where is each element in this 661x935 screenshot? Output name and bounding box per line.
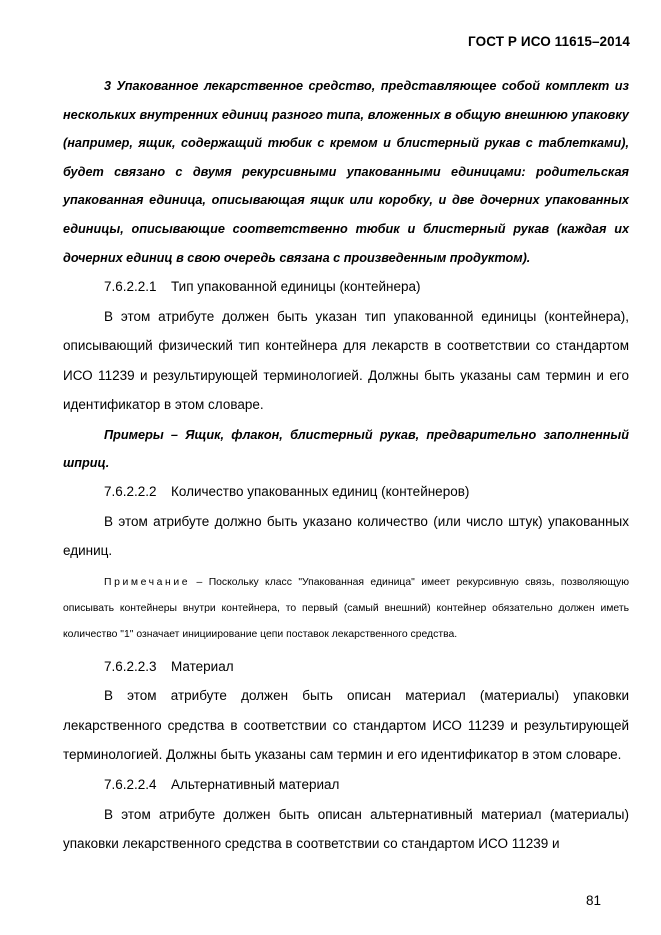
section-number: 7.6.2.2.3 <box>104 658 157 674</box>
section-heading-7-6-2-2-3 <box>63 652 629 682</box>
page-number: 81 <box>586 893 602 908</box>
section-number: 7.6.2.2.1 <box>104 279 157 295</box>
section-body: В этом атрибуте должно быть указано количество (или число штук) упакованных единиц. <box>63 513 629 559</box>
examples-paragraph: Примеры – Ящик, флакон, блистерный рукав, предварительно заполненный шприц. <box>63 428 629 471</box>
note-label: Примечание <box>104 576 191 588</box>
section-title: Количество упакованных единиц (контейнеров) <box>171 484 470 500</box>
section-title: Альтернативный материал <box>171 777 340 792</box>
section-body: В этом атрибуте должен быть описан альтернативный материал (материалы) упаковки лекарственного средства в соответствии со стандартом ИСО 11239 и <box>63 806 629 852</box>
section-body: В этом атрибуте должен быть описан материал (материалы) упаковки лекарственного средства в соответствии со стандартом ИСО 11239 и результирующей терминологией. Должны быть указаны сам термин и его идентификатор в этом словаре. <box>63 688 629 763</box>
section-title: Тип упакованной единицы (контейнера) <box>171 279 421 295</box>
section-body: В этом атрибуте должен быть указан тип упакованной единицы (контейнера), описывающий физический тип контейнера для лекарств в соответствии со стандартом ИСО 11239 и результирующей терминологией. Должны быть указаны сам термин и его идентификатор в этом словаре. <box>63 308 629 413</box>
page-content <box>63 72 629 859</box>
section-number: 7.6.2.2.4 <box>104 777 157 792</box>
section-heading-7-6-2-2-2 <box>63 477 629 507</box>
section-heading-7-6-2-2-1 <box>63 272 629 302</box>
document-header: ГОСТ Р ИСО 11615–2014 <box>468 34 630 49</box>
section-heading-7-6-2-2-4 <box>63 770 629 800</box>
bold-note-paragraph: 3 Упакованное лекарственное средство, представляющее собой комплект из нескольких внутренних единиц разного типа, вложенных в общую внешнюю упаковку (например, ящик, содержащий тюбик с кремом и блистерный рукав с таблетками), будет связано с двумя рекурсивными упакованными единицами: родительская упакованная единица, описывающая ящик или коробку, и две дочерних упакованных единицы, описывающие соответственно тюбик и блистерный рукав (каждая их дочерних единиц в свою очередь связана с произведенным продуктом). <box>63 79 629 265</box>
note-text: – Поскольку класс "Упакованная единица" имеет рекурсивную связь, позволяющую описывать контейнеры внутри контейнера, то первый (самый внешний) контейнер обязательно должен иметь количество "1" означает инициирование цепи поставок лекарственного средства. <box>63 576 629 640</box>
section-number: 7.6.2.2.2 <box>104 484 157 500</box>
note-paragraph <box>63 570 629 648</box>
section-title: Материал <box>171 658 234 674</box>
